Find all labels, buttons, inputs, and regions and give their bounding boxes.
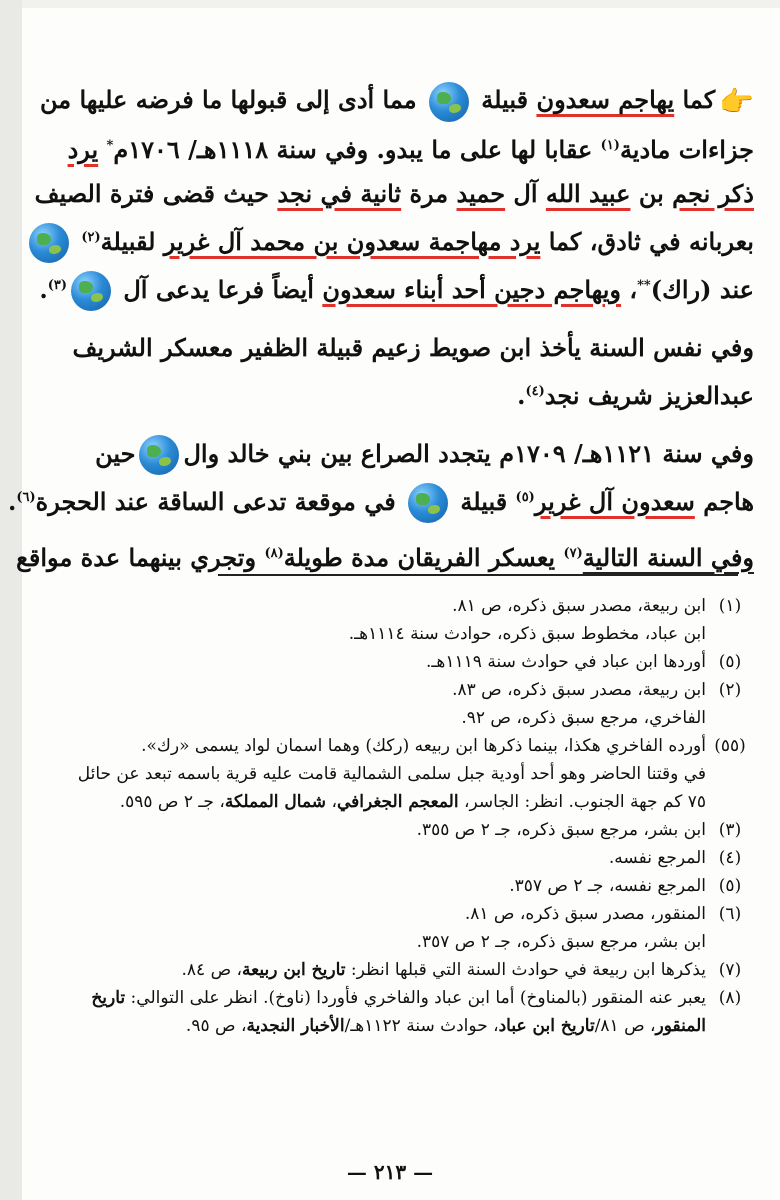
globe-emoji-icon	[429, 82, 469, 122]
text-run: عبدالعزيز شريف نجد	[544, 380, 754, 410]
text-run: آل	[505, 178, 546, 208]
footnote-text	[28, 928, 706, 956]
page-body	[8, 60, 754, 580]
footnote-text	[28, 760, 706, 788]
footnote-ref: (٣)	[47, 277, 67, 293]
text-run: جزاءات مادية	[619, 134, 754, 164]
book-title: المعجم الجغرافي	[336, 792, 459, 812]
text-line	[28, 264, 754, 312]
footnote-number: (١)	[718, 596, 742, 616]
book-title: تاريخ ابن عباد	[498, 1016, 595, 1036]
footnote-number	[706, 704, 754, 732]
text-run: حين	[95, 438, 136, 468]
text-line	[28, 326, 754, 370]
text-run: بعربانه في ثادق، كما	[540, 226, 754, 256]
footnote-line	[28, 956, 754, 984]
footnote-line	[28, 648, 754, 676]
footnote-run: ، ص ٨١/	[594, 1016, 656, 1036]
footnote-run: المرجع نفسه.	[608, 848, 706, 868]
footnote-number: (٥)	[718, 652, 742, 672]
footnote-text	[28, 900, 706, 928]
footnote-line	[28, 928, 754, 956]
text-run	[98, 135, 106, 164]
footnote-run: ابن ربيعة، مصدر سبق ذكره، ص ٨٣.	[452, 680, 706, 700]
footnote-line	[28, 704, 754, 732]
book-title: تاريخ	[91, 988, 126, 1008]
footnote-ref: *	[106, 137, 114, 153]
footnote-text	[28, 676, 706, 704]
footnote-run: ، ص ٩٥.	[185, 1016, 247, 1036]
text-run: عقابا لها على ما يبدو. وفي سنة ١١١٨هـ/ ١٧٠٦م	[113, 134, 601, 164]
text-run: .	[8, 486, 17, 516]
footnote-line	[28, 1012, 754, 1040]
footnote-number	[706, 1012, 754, 1040]
text-line	[28, 124, 754, 172]
footnote-number	[706, 620, 754, 648]
footnote-number: (٣)	[718, 820, 742, 840]
paragraph	[8, 432, 754, 524]
footnote-line	[28, 984, 754, 1012]
footnote-ref: (٦)	[16, 489, 36, 505]
footnote-text	[28, 984, 706, 1012]
footnote-number: (٢)	[718, 680, 742, 700]
text-run: حيث قضى فترة الصيف	[34, 178, 278, 208]
footnotes	[28, 592, 754, 1040]
text-run: .	[517, 380, 526, 410]
footnote-ref: (٢)	[81, 229, 101, 245]
footnote-run: ابن عباد، مخطوط سبق ذكره، حوادث سنة ١١١٤هـ.	[348, 624, 706, 644]
footnote-run: أورده الفاخري هكذا، بينما ذكرها ابن ربيعه (ركك) وهما اسمان لواد يسمى «رك».	[141, 736, 706, 756]
text-line	[8, 476, 754, 524]
footnote-text	[28, 592, 706, 620]
page-number: — ٢١٣ —	[346, 1160, 434, 1184]
underlined-text: ويهاجم دجين أحد أبناء سعدون	[322, 274, 622, 304]
footnote-ref: (٧)	[563, 545, 583, 561]
text-run: .	[39, 274, 48, 304]
text-run: مرة	[401, 178, 457, 208]
footnote-number	[706, 928, 754, 956]
footnote-run: يذكرها ابن ربيعة في حوادث السنة التي قبلها انظر:	[345, 960, 706, 980]
pointing-hand-icon: 👉	[719, 84, 754, 118]
footnote-text	[28, 816, 706, 844]
footnote-number: (٨)	[718, 988, 742, 1008]
paragraph	[16, 532, 754, 580]
footnote-line	[28, 788, 754, 816]
footnote-number: (٥٥)	[714, 736, 746, 756]
underlined-text: عبيد الله	[545, 178, 631, 208]
book-title: الأخبار النجدية	[246, 1016, 345, 1036]
globe-emoji-icon	[139, 435, 179, 475]
underlined-text: ثانية في نجد	[277, 178, 402, 208]
text-run: مما أدى إلى قبولها ما فرضه عليها من	[40, 85, 425, 114]
text-run: هاجم	[694, 486, 754, 516]
footnote-text	[28, 1012, 706, 1040]
footnote-number: (٦)	[718, 904, 742, 924]
paragraph	[28, 326, 754, 418]
text-run: وتجري بينهما عدة مواقع	[16, 542, 265, 572]
footnote-line	[28, 620, 754, 648]
text-run: وفي سنة ١١٢١هـ/ ١٧٠٩م يتجدد الصراع بين بني خالد وال	[183, 438, 754, 468]
text-line	[16, 532, 754, 580]
text-line	[28, 370, 754, 418]
footnote-run: المنقور، مصدر سبق ذكره، ص ٨١.	[464, 904, 706, 924]
footnote-run: الفاخري، مرجع سبق ذكره، ص ٩٢.	[461, 708, 706, 728]
footnote-run: ابن ربيعة، مصدر سبق ذكره، ص ٨١.	[452, 596, 706, 616]
footnote-number: (٤)	[718, 848, 742, 868]
footnote-ref: (٤)	[525, 383, 545, 399]
scan-frame-top	[0, 0, 780, 8]
text-run: في موقعة تدعى الساقة عند الحجرة	[35, 486, 405, 516]
footnote-ref: (٨)	[264, 545, 284, 561]
footnote-line	[28, 676, 754, 704]
footnote-run: المرجع نفسه، جـ ٢ ص ٣٥٧.	[509, 876, 706, 896]
underlined-text: وفي السنة التالية	[582, 542, 754, 572]
underlined-text: يهاجم سعدون	[536, 85, 675, 114]
text-run: بن	[630, 178, 673, 208]
book-title: المنقور	[655, 1016, 706, 1036]
book-title: شمال المملكة	[224, 792, 327, 812]
footnote-run: ،	[326, 792, 337, 812]
text-run: أيضاً فرعا يدعى آل	[115, 274, 323, 304]
footnote-run: يعبر عنه المنقور (بالمناوخ) أما ابن عباد والفاخري فأوردا (ناوخ). انظر على التوالي:	[125, 988, 706, 1008]
underlined-text: ذكر نجم	[672, 178, 754, 208]
footnote-line	[28, 732, 754, 760]
text-line	[28, 78, 754, 124]
text-run: عند (راك)	[650, 274, 754, 304]
text-run: قبيلة	[452, 486, 516, 516]
footnote-run: في وقتنا الحاضر وهو أحد أودية جبل سلمى الشمالية قامت عليه قرية باسمه تبعد عن حائل	[77, 764, 706, 784]
text-run: كما	[674, 85, 716, 114]
footnote-line	[28, 592, 754, 620]
globe-emoji-icon	[408, 483, 448, 523]
paragraph	[28, 78, 754, 312]
footnote-line	[28, 816, 754, 844]
underlined-text: يرد مهاجمة سعدون بن محمد آل غرير	[163, 226, 541, 256]
footnote-number	[706, 760, 754, 788]
footnote-run: ابن بشر، مرجع سبق ذكره، جـ ٢ ص ٣٥٧.	[416, 932, 706, 952]
footnote-text	[28, 620, 706, 648]
text-line	[28, 432, 754, 476]
footnote-run: ، حوادث سنة ١١٢٢هـ/	[344, 1016, 499, 1036]
underlined-text: سعدون آل غرير	[534, 486, 695, 516]
footnote-divider	[218, 574, 738, 576]
text-run: يعسكر الفريقان مدة طويلة	[283, 542, 564, 572]
footnote-ref: **	[637, 277, 651, 293]
footnote-text	[28, 844, 706, 872]
footnote-line	[28, 900, 754, 928]
scan-frame-left	[0, 0, 22, 1200]
footnote-line	[28, 844, 754, 872]
footnote-text	[28, 704, 706, 732]
footnote-run: ٧٥ كم جهة الجنوب. انظر: الجاسر،	[458, 792, 706, 812]
book-title: تاريخ ابن ربيعة	[242, 960, 346, 980]
text-line	[28, 172, 754, 216]
globe-emoji-icon	[29, 223, 69, 263]
text-run: قبيلة	[472, 85, 537, 114]
footnote-run: ، جـ ٢ ص ٥٩٥.	[119, 792, 225, 812]
footnote-number	[706, 788, 754, 816]
footnote-text	[28, 872, 706, 900]
globe-emoji-icon	[71, 271, 111, 311]
text-line	[28, 216, 754, 264]
footnote-text	[28, 732, 706, 760]
text-run: ،	[621, 274, 638, 304]
footnote-run: ، ص ٨٤.	[181, 960, 243, 980]
text-run: وفي نفس السنة يأخذ ابن صويط زعيم قبيلة الظفير معسكر الشريف	[72, 332, 754, 362]
footnote-text	[28, 648, 706, 676]
footnote-number: (٥)	[718, 876, 742, 896]
footnote-run: ابن بشر، مرجع سبق ذكره، جـ ٢ ص ٣٥٥.	[416, 820, 706, 840]
footnote-ref: (١)	[600, 137, 620, 153]
underlined-text: حميد	[456, 178, 506, 208]
underlined-text: يرد	[67, 134, 99, 164]
footnote-number: (٧)	[718, 960, 742, 980]
footnote-text	[28, 788, 706, 816]
footnote-ref: (٥)	[515, 489, 535, 505]
footnote-line	[28, 872, 754, 900]
footnote-run: أوردها ابن عباد في حوادث سنة ١١١٩هـ.	[426, 652, 706, 672]
text-run: لقبيلة	[100, 226, 164, 256]
footnote-text	[28, 956, 706, 984]
footnote-line	[28, 760, 754, 788]
